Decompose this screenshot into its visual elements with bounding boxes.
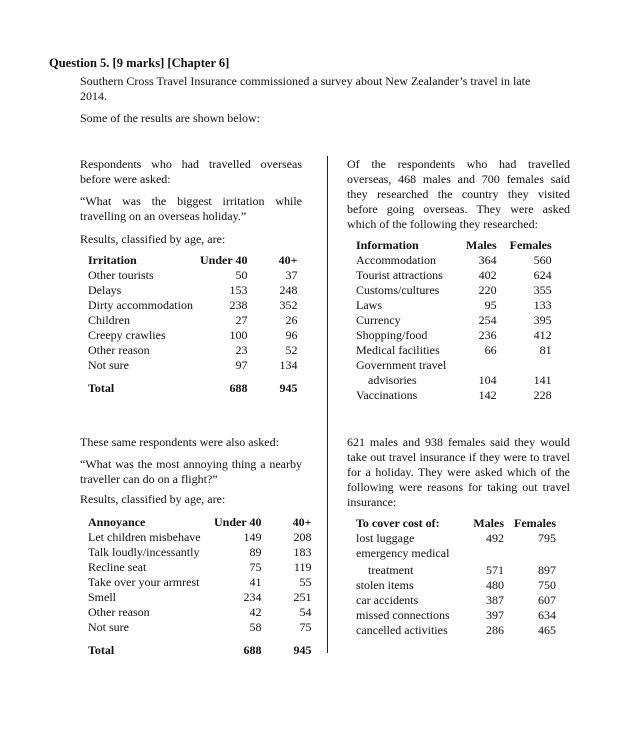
cell-value: 37 [285,268,298,282]
table-row [88,358,297,373]
cell-value: 81 [539,343,552,357]
cell-value: 119 [293,560,312,574]
cell-value: 412 [533,328,552,342]
column-header: Males [466,238,497,252]
column-header: Information [356,238,419,252]
cell-value: 945 [293,643,312,657]
table-row [356,358,552,373]
cell-value: 142 [478,388,497,402]
irritation-table [88,253,297,396]
table-row [356,578,556,593]
row-label: Other tourists [88,268,154,282]
information-table [356,238,552,403]
cell-value: 100 [229,328,248,342]
row-label: Creepy crawlies [88,328,166,342]
row-label: Currency [356,313,401,327]
table-row [88,530,311,545]
cell-value: 480 [486,578,504,592]
row-label: Talk loudly/incessantly [88,545,200,559]
row-label: cancelled activities [356,623,448,637]
cell-value: 795 [538,531,556,545]
row-label: missed connections [356,608,450,622]
cell-value: 58 [249,620,262,634]
table-row [356,623,556,638]
row-label: Accommodation [356,253,436,267]
cell-value: 104 [478,373,497,387]
row-label: Tourist attractions [356,268,443,282]
table-row [356,298,552,313]
table-row [88,328,297,343]
cell-value: 251 [293,590,312,604]
table-row [88,283,297,298]
table-row [88,268,297,283]
table-total-row [88,381,297,396]
column-divider [327,156,328,653]
table-row [356,531,556,546]
cell-value: 248 [279,283,298,297]
table-row [88,605,311,620]
cell-value: 236 [478,328,497,342]
annoyance-table [88,515,311,658]
table-header-row [356,238,552,253]
table-row [356,388,552,403]
cell-value: 571 [486,563,504,577]
cell-value: 220 [478,283,497,297]
table-row [356,608,556,623]
annoyance-results-label: Results, classified by age, are: [80,492,226,506]
row-label: Children [88,313,130,327]
table-row [88,298,297,313]
table-row [88,575,311,590]
column-header: Under 40 [214,515,262,529]
row-label: Smell [88,590,117,604]
irritation-lead: Respondents who had travelled overseas before were asked: [80,157,302,186]
row-label: lost luggage [356,531,415,545]
table-row [88,545,311,560]
irritation-quote: “What was the biggest irritation while travelling on an overseas holiday.” [80,194,302,223]
cell-value: 42 [249,605,262,619]
question-title: Question 5. [9 marks] [Chapter 6] [49,56,230,70]
cell-value: 387 [486,593,504,607]
table-row [356,328,552,343]
cell-value: 66 [484,343,497,357]
row-label: emergency medical [356,546,450,560]
row-label: Other reason [88,605,150,619]
cell-value: 27 [235,313,248,327]
column-header: Irritation [88,253,137,267]
row-label: Dirty accommodation [88,298,193,312]
cell-value: 26 [285,313,298,327]
row-label: Government travel [356,358,447,372]
cell-value: 688 [243,643,262,657]
table-row [88,620,311,635]
cell-value: 228 [533,388,552,402]
row-label: Not sure [88,358,129,372]
row-label: Not sure [88,620,129,634]
cell-value: 352 [279,298,298,312]
cell-value: 254 [478,313,497,327]
irritation-results-label: Results, classified by age, are: [80,232,226,246]
row-label: Total [88,643,115,657]
table-row [356,373,552,388]
cell-value: 41 [249,575,262,589]
cell-value: 95 [484,298,497,312]
cell-value: 402 [478,268,497,282]
row-label: stolen items [356,578,414,592]
annoyance-lead: These same respondents were also asked: [80,435,279,449]
row-label: Medical facilities [356,343,440,357]
table-row [88,590,311,605]
cell-value: 96 [285,328,298,342]
cell-value: 355 [533,283,552,297]
cell-value: 183 [293,545,312,559]
row-label: Let children misbehave [88,530,201,544]
row-label: car accidents [356,593,419,607]
insurance-table [356,516,556,638]
table-row [356,253,552,268]
column-header: 40+ [278,253,298,267]
row-label: Take over your armrest [88,575,200,589]
column-header: Under 40 [200,253,248,267]
cell-value: 286 [486,623,504,637]
cell-value: 141 [533,373,552,387]
row-label: treatment [368,563,414,577]
cell-value: 133 [533,298,552,312]
table-row [356,343,552,358]
cell-value: 153 [229,283,248,297]
cell-value: 688 [229,381,248,395]
column-header: Males [473,516,504,530]
cell-value: 149 [243,530,262,544]
cell-value: 238 [229,298,248,312]
row-label: Recline seat [88,560,147,574]
row-label: Other reason [88,343,150,357]
table-row [356,283,552,298]
table-row [356,593,556,608]
cell-value: 750 [538,578,556,592]
cell-value: 624 [533,268,552,282]
row-label: Customs/cultures [356,283,440,297]
row-label: Delays [88,283,122,297]
information-lead: Of the respondents who had travelled overseas, 468 males and 700 females said they researched the country they visited before going overseas. They were asked which of the following they researched: [347,157,570,231]
table-header-row [88,515,311,530]
cell-value: 97 [235,358,248,372]
cell-value: 634 [538,608,556,622]
row-label: Laws [356,298,382,312]
cell-value: 75 [299,620,312,634]
row-label: Total [88,381,115,395]
table-row [356,546,556,561]
cell-value: 208 [293,530,312,544]
insurance-lead: 621 males and 938 females said they would take out travel insurance if they were to travel for a holiday. They were asked which of the following were reasons for taking out travel insurance: [347,435,570,509]
column-header: 40+ [292,515,312,529]
intro-text-2: Some of the results are shown below: [80,111,260,125]
table-total-row [88,643,311,658]
row-label: advisories [368,373,417,387]
row-label: Vaccinations [356,388,418,402]
cell-value: 134 [279,358,298,372]
intro-text: Southern Cross Travel Insurance commissioned a survey about New Zealander’s travel in late 2014. [80,74,531,103]
cell-value: 89 [249,545,262,559]
row-label: Shopping/food [356,328,428,342]
annoyance-quote: “What was the most annoying thing a nearby traveller can do on a flight?” [80,457,302,486]
cell-value: 397 [486,608,504,622]
cell-value: 50 [235,268,248,282]
cell-value: 492 [486,531,504,545]
cell-value: 945 [279,381,298,395]
table-row [88,560,311,575]
cell-value: 75 [249,560,262,574]
cell-value: 54 [299,605,312,619]
cell-value: 234 [243,590,262,604]
table-row [356,268,552,283]
table-row [356,313,552,328]
cell-value: 607 [538,593,556,607]
table-row [88,313,297,328]
cell-value: 395 [533,313,552,327]
cell-value: 897 [538,563,556,577]
cell-value: 560 [533,253,552,267]
cell-value: 465 [538,623,556,637]
cell-value: 23 [235,343,248,357]
table-row [88,343,297,358]
column-header: Annoyance [88,515,146,529]
cell-value: 364 [478,253,497,267]
cell-value: 55 [299,575,312,589]
column-header: Females [509,238,552,252]
table-header-row [88,253,297,268]
table-row [356,561,556,578]
column-header: Females [514,516,556,530]
column-header: To cover cost of: [356,516,440,530]
table-header-row [356,516,556,531]
cell-value: 52 [285,343,298,357]
